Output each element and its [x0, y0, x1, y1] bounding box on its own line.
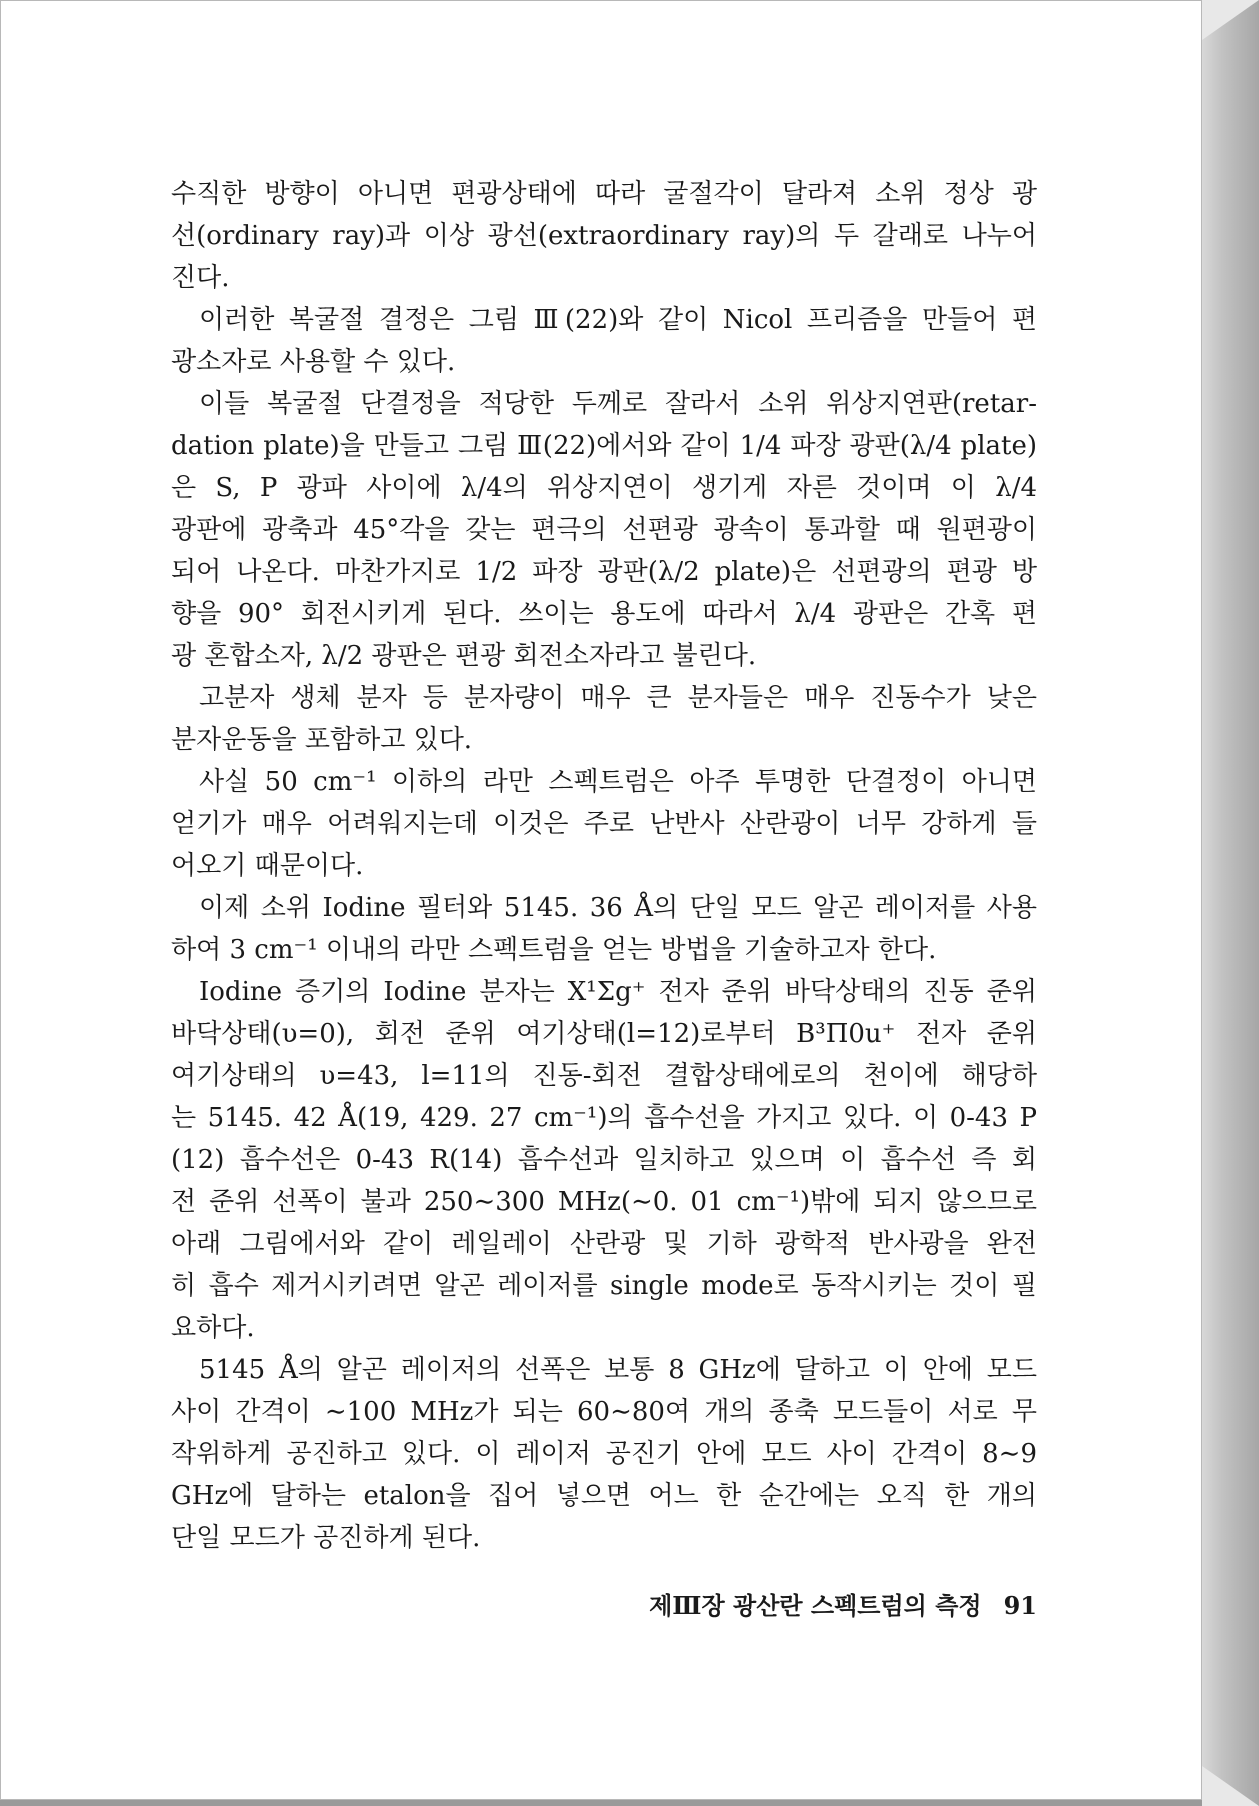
text-line: 사실 50 cm⁻¹ 이하의 라만 스펙트럼은 아주 투명한 단결정이 아니면: [199, 767, 1037, 797]
text-line: 히 흡수 제거시키려면 알곤 레이저를 single mode로 동작시키는 것이 필: [171, 1271, 1037, 1301]
text-line: 광판에 광축과 45°각을 갖는 편극의 선편광 광속이 통과할 때 원편광이: [171, 515, 1037, 545]
text-line: dation plate)을 만들고 그림 Ⅲ(22)에서와 같이 1/4 파장 광판(λ/4 plate): [171, 431, 1037, 461]
text-line: 바닥상태(υ=0), 회전 준위 여기상태(l=12)로부터 B³Π0u⁺ 전자 준위: [171, 1019, 1037, 1049]
text-line: 요하다.: [171, 1313, 255, 1343]
text-line: (12) 흡수선은 0-43 R(14) 흡수선과 일치하고 있으며 이 흡수선 즉 회: [171, 1145, 1037, 1175]
text-line: 얻기가 매우 어려워지는데 이것은 주로 난반사 산란광이 너무 강하게 들: [171, 809, 1037, 839]
text-line: 여기상태의 υ=43, l=11의 진동-회전 결합상태에로의 천이에 해당하: [171, 1061, 1037, 1091]
text-line: 선(ordinary ray)과 이상 광선(extraordinary ray)의 두 갈래로 나누어: [171, 221, 1037, 251]
text-line: 전 준위 선폭이 불과 250∼300 MHz(∼0. 01 cm⁻¹)밖에 되지 않으므로: [171, 1187, 1037, 1217]
text-line: 는 5145. 42 Å(19, 429. 27 cm⁻¹)의 흡수선을 가지고 있다. 이 0-43 P: [171, 1103, 1037, 1133]
text-line: 고분자 생체 분자 등 분자량이 매우 큰 분자들은 매우 진동수가 낮은: [199, 683, 1037, 713]
text-line: 이제 소위 Iodine 필터와 5145. 36 Å의 단일 모드 알곤 레이저를 사용: [199, 893, 1037, 923]
text-line: 은 S, P 광파 사이에 λ/4의 위상지연이 생기게 자른 것이며 이 λ/4: [171, 473, 1037, 503]
page-footer: [601, 1586, 1037, 1621]
text-line: 작위하게 공진하고 있다. 이 레이저 공진기 안에 모드 사이 간격이 8∼9: [171, 1439, 1037, 1469]
text-line: 이러한 복굴절 결정은 그림 Ⅲ(22)와 같이 Nicol 프리즘을 만들어 편: [199, 305, 1037, 335]
text-line: 되어 나온다. 마찬가지로 1/2 파장 광판(λ/2 plate)은 선편광의 편광 방: [171, 557, 1037, 587]
text-line: 어오기 때문이다.: [171, 851, 364, 881]
text-line: 분자운동을 포함하고 있다.: [171, 725, 473, 755]
text-line: 수직한 방향이 아니면 편광상태에 따라 굴절각이 달라져 소위 정상 광: [171, 179, 1037, 209]
book-spine-bottom-corner: [1202, 1766, 1259, 1806]
text-line: 광 혼합소자, λ/2 광판은 편광 회전소자라고 불린다.: [171, 641, 757, 671]
text-line: 진다.: [171, 263, 230, 293]
body-text: [171, 173, 1037, 1559]
text-line: 5145 Å의 알곤 레이저의 선폭은 보통 8 GHz에 달하고 이 안에 모드: [199, 1355, 1037, 1385]
text-line: 단일 모드가 공진하게 된다.: [171, 1523, 481, 1553]
book-spine-top-corner: [1202, 0, 1259, 40]
book-spine-edge: [1202, 0, 1259, 1806]
text-line: 하여 3 cm⁻¹ 이내의 라만 스펙트럼을 얻는 방법을 기술하고자 한다.: [171, 935, 937, 965]
text-line: Iodine 증기의 Iodine 분자는 X¹Σg⁺ 전자 준위 바닥상태의 진동 준위: [199, 977, 1037, 1007]
text-line: 사이 간격이 ∼100 MHz가 되는 60∼80여 개의 종축 모드들이 서로 무: [171, 1397, 1037, 1427]
text-line: 광소자로 사용할 수 있다.: [171, 347, 456, 377]
text-line: 아래 그림에서와 같이 레일레이 산란광 및 기하 광학적 반사광을 완전: [171, 1229, 1037, 1259]
text-line: 이들 복굴절 단결정을 적당한 두께로 잘라서 소위 위상지연판(retar-: [199, 389, 1037, 419]
text-line: 향을 90° 회전시키게 된다. 쓰이는 용도에 따라서 λ/4 광판은 간혹 편: [171, 599, 1037, 629]
page-number: 91: [1003, 1591, 1037, 1620]
chapter-title: 제Ⅲ장 광산란 스펙트럼의 측정: [649, 1591, 982, 1620]
text-line: GHz에 달하는 etalon을 집어 넣으면 어느 한 순간에는 오직 한 개의: [171, 1481, 1037, 1511]
